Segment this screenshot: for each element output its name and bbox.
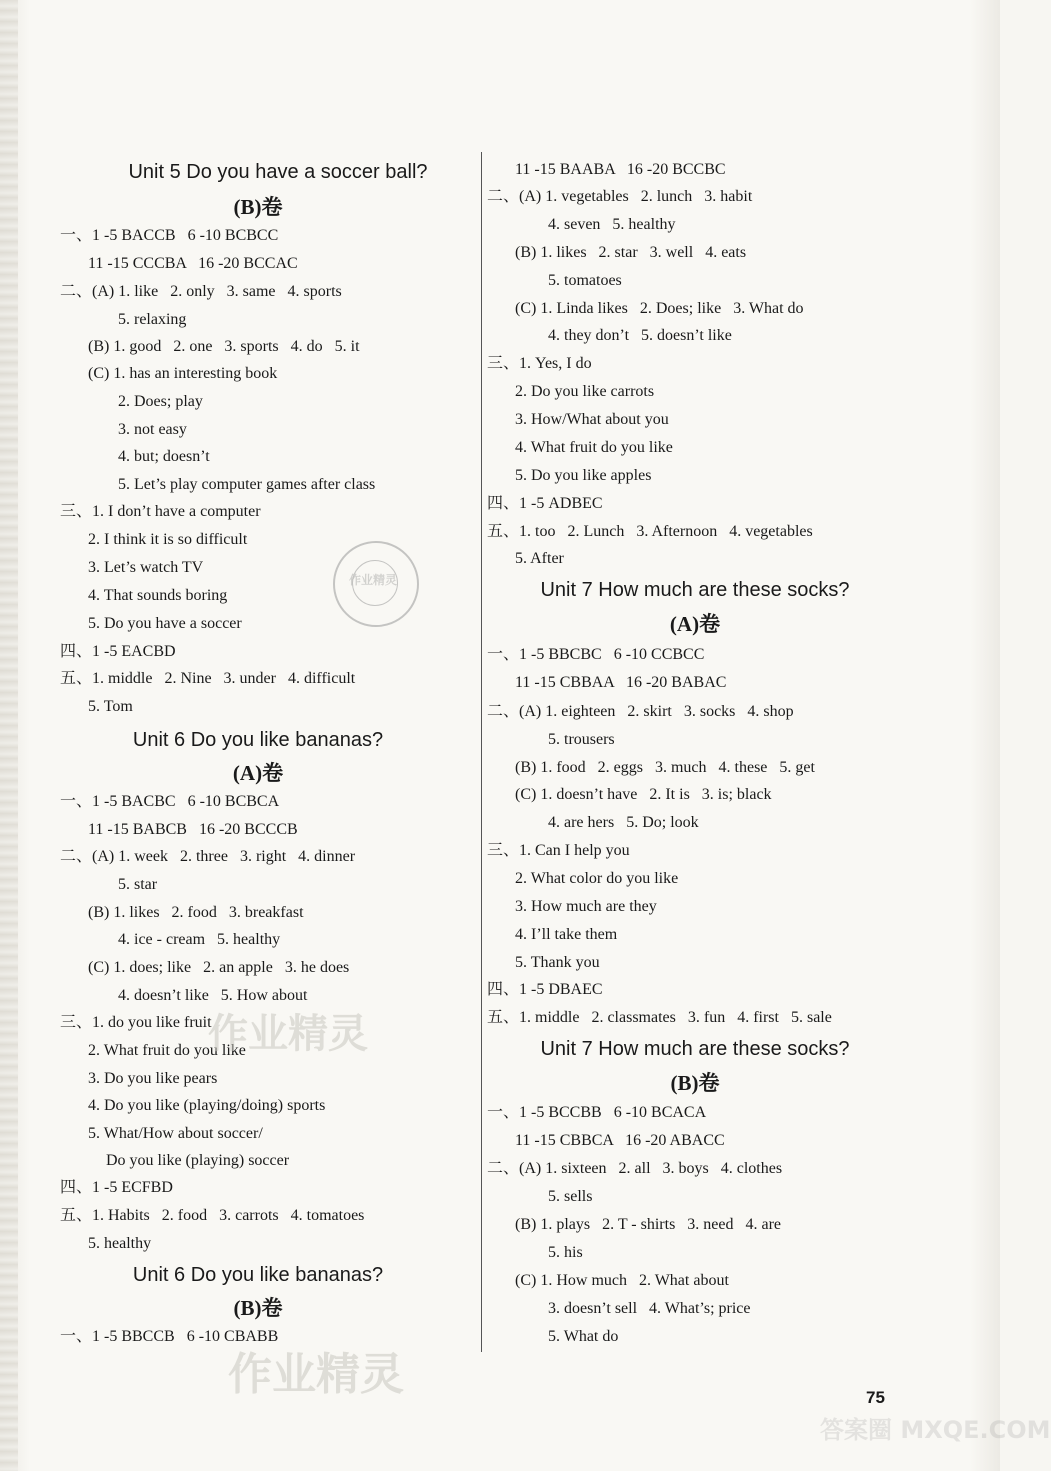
answer-line: 一、1 -5 BACCB 6 -10 BCBCC [60,227,279,244]
answer-line: 11 -15 BAABA 16 -20 BCCBC [515,161,726,178]
unit6a-subtitle: (A)卷 [232,761,284,785]
answer-line: (C) 1. How much 2. What about [515,1272,729,1289]
answer-line: 二、(A) 1. vegetables 2. lunch 3. habit [487,188,753,205]
answer-line: 一、1 -5 BACBC 6 -10 BCBCA [60,793,280,810]
answer-line: 4. they don’t 5. doesn’t like [548,327,732,344]
stamp-text: 作业精灵 [349,573,398,587]
answer-line: 四、1 -5 ECFBD [60,1179,173,1196]
answer-line: 三、1. do you like fruit [60,1014,212,1031]
answer-line: (B) 1. plays 2. T - shirts 3. need 4. are [515,1216,782,1233]
answer-line: 3. Do you like pears [88,1070,218,1087]
answer-line: 11 -15 CBBAA 16 -20 BABAC [515,674,727,691]
brand-watermark: 作业精灵 [228,1349,404,1400]
answer-line: 四、1 -5 DBAEC [487,981,603,998]
answer-line: 2. What fruit do you like [88,1042,246,1059]
answer-line: (C) 1. does; like 2. an apple 3. he does [88,959,350,976]
answer-line: 5. Do you have a soccer [88,615,242,632]
answer-line: 11 -15 CCCBA 16 -20 BCCAC [88,255,298,272]
answer-line: 5. After [515,550,564,567]
answer-line: 二、(A) 1. like 2. only 3. same 4. sports [60,283,342,300]
answer-line: 一、1 -5 BBCBC 6 -10 CCBCC [487,646,705,663]
answer-line: 11 -15 CBBCA 16 -20 ABACC [515,1132,725,1149]
site-watermark-logo [820,1410,1051,1468]
brand-watermark: 作业精灵 [208,1011,368,1057]
answer-line: 四、1 -5 EACBD [60,643,176,660]
answer-line: 5. his [548,1244,583,1261]
answer-line: (B) 1. good 2. one 3. sports 4. do 5. it [88,338,360,355]
unit7a-title: Unit 7 How much are these socks? [540,579,850,601]
answer-line: 4. but; doesn’t [118,448,210,465]
answer-line: 5. What do [548,1328,619,1345]
answer-line: 5. tomatoes [548,272,622,289]
answer-line: 五、1. Habits 2. food 3. carrots 4. tomatoes [60,1207,365,1224]
answer-line: 4. ice - cream 5. healthy [118,931,281,948]
answer-line: 一、1 -5 BBCCB 6 -10 CBABB [60,1328,279,1345]
unit6a-title: Unit 6 Do you like bananas? [132,729,384,751]
answer-line: 3. How/What about you [515,411,669,428]
answer-line: 四、1 -5 ADBEC [487,495,603,512]
answer-line: 3. Let’s watch TV [88,559,204,576]
answer-line: 5. star [118,876,158,893]
answer-line: (C) 1. doesn’t have 2. It is 3. is; black [515,786,772,803]
answer-line: 11 -15 BABCB 16 -20 BCCCB [88,821,298,838]
answer-line: 二、(A) 1. week 2. three 3. right 4. dinner [60,848,356,865]
unit7a-subtitle: (A)卷 [669,612,721,636]
answer-line: 五、1. middle 2. classmates 3. fun 4. first 5. sale [487,1009,832,1026]
answer-line: 一、1 -5 BCCBB 6 -10 BCACA [487,1104,707,1121]
answer-line: 5. Let’s play computer games after class [118,476,376,493]
unit5b-title: Unit 5 Do you have a soccer ball? [128,161,428,183]
answer-line: 4. That sounds boring [88,587,228,604]
answer-line: 4. Do you like (playing/doing) sports [88,1097,326,1114]
answer-line: 5. Do you like apples [515,467,652,484]
answer-line: 三、1. Yes, I do [487,355,592,372]
answer-line: (B) 1. food 2. eggs 3. much 4. these 5. get [515,759,815,776]
answer-line: 三、1. I don’t have a computer [60,503,261,520]
answer-line: 三、1. Can I help you [487,842,630,859]
answer-line: (C) 1. has an interesting book [88,365,278,382]
answer-line: 5. Tom [88,698,133,715]
answer-line: 2. Does; play [118,393,203,410]
answer-line: 2. Do you like carrots [515,383,655,400]
answer-line: Do you like (playing) soccer [106,1152,290,1169]
unit6b-title: Unit 6 Do you like bananas? [132,1264,384,1286]
answer-line: 二、(A) 1. eighteen 2. skirt 3. socks 4. shop [487,703,794,720]
column-divider [481,152,482,1352]
answer-line: 5. What/How about soccer/ [88,1125,263,1142]
unit7b-subtitle: (B)卷 [670,1071,720,1095]
answer-line: (B) 1. likes 2. food 3. breakfast [88,904,304,921]
answer-line: (B) 1. likes 2. star 3. well 4. eats [515,244,747,261]
answer-line: 3. not easy [118,421,187,438]
answer-line: 5. sells [548,1188,593,1205]
answer-line: 4. are hers 5. Do; look [548,814,699,831]
answer-line: 二、(A) 1. sixteen 2. all 3. boys 4. clothes [487,1160,783,1177]
answer-line: 3. How much are they [515,898,657,915]
stamp-watermark [333,541,419,627]
torn-page-edge [0,0,18,1471]
answer-line: 4. What fruit do you like [515,439,673,456]
answer-line: 2. What color do you like [515,870,679,887]
answer-line: 4. doesn’t like 5. How about [118,987,308,1004]
answer-line: 5. trousers [548,731,615,748]
page-number: 75 [866,1388,885,1407]
answer-line: 2. I think it is so difficult [88,531,248,548]
answer-line: 4. I’ll take them [515,926,618,943]
unit6b-subtitle: (B)卷 [233,1296,283,1320]
site-watermark-text: 答案圈 MXQE.COM [820,1416,1051,1444]
answer-line: 5. relaxing [118,311,187,328]
answer-line: 五、1. middle 2. Nine 3. under 4. difficult [60,670,356,687]
answer-line: 5. healthy [88,1235,152,1252]
answer-line: 5. Thank you [515,954,600,971]
answer-line: (C) 1. Linda likes 2. Does; like 3. What do [515,300,804,317]
unit5b-subtitle: (B)卷 [233,195,283,219]
unit7b-title: Unit 7 How much are these socks? [540,1038,850,1060]
answer-line: 4. seven 5. healthy [548,216,676,233]
answer-line: 3. doesn’t sell 4. What’s; price [548,1300,751,1317]
answer-line: 五、1. too 2. Lunch 3. Afternoon 4. vegetables [487,523,813,540]
